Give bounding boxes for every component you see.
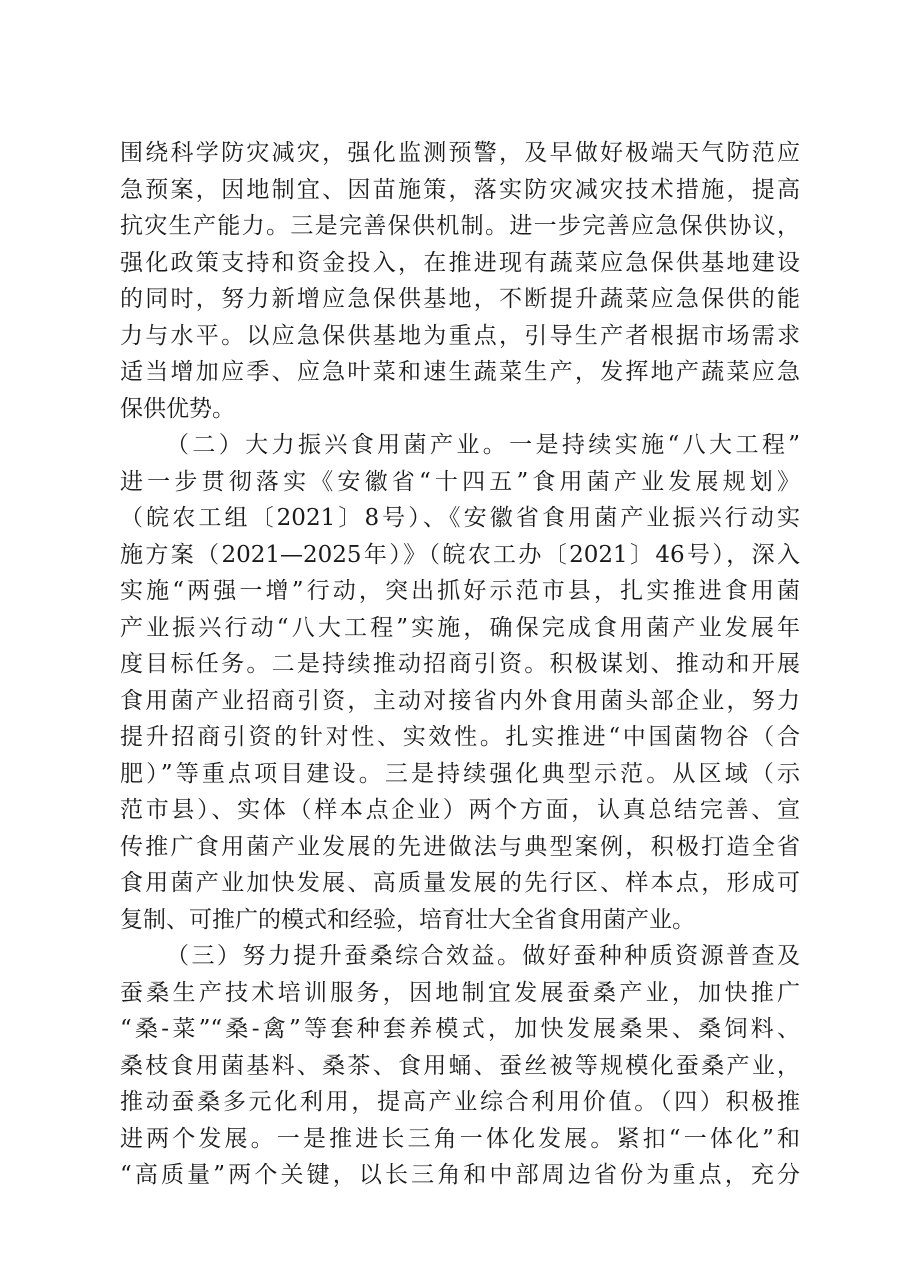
text-line: 食用菌产业招商引资，主动对接省内外食用菌头部企业，努力 [120,687,800,714]
paragraph-2 [120,427,800,938]
text-line: 产业振兴行动“八大工程”实施，确保完成食用菌产业发展年 [120,614,800,641]
text-line: “桑-菜”“桑-禽”等套种套养模式，加快发展桑果、桑饲料、 [120,1016,800,1042]
document-body [120,135,800,1194]
text-line: 抗灾生产能力。三是完善保供机制。进一步完善应急保供协议， [120,213,800,239]
text-line: 肥）”等重点项目建设。三是持续强化典型示范。从区域（示 [120,760,800,787]
text-line: （皖农工组〔2021〕8号）、《安徽省食用菌产业振兴行动实 [120,505,800,531]
text-line: 进一步贯彻落实《安徽省“十四五”食用菌产业发展规划》 [120,468,800,495]
text-line: 施方案（2021—2025年）》（皖农工办〔2021〕46号），深入 [120,541,800,568]
text-line: 强化政策支持和资金投入，在推进现有蔬菜应急保供基地建设 [120,249,800,276]
text-line: （三）努力提升蚕桑综合效益。做好蚕种种质资源普查及 [166,943,800,969]
text-line: 保供优势。 [120,395,235,422]
text-line: “高质量”两个关键，以长三角和中部周边省份为重点，充分 [120,1162,800,1188]
text-line: 桑枝食用菌基料、桑茶、食用蛹、蚕丝被等规模化蚕桑产业， [120,1052,800,1079]
paragraph-1 [120,135,800,427]
text-line: 力与水平。以应急保供基地为重点，引导生产者根据市场需求 [120,322,800,349]
text-line: 的同时，努力新增应急保供基地，不断提升蔬菜应急保供的能 [120,286,800,312]
text-line: 推动蚕桑多元化利用，提高产业综合利用价值。（四）积极推 [120,1089,800,1115]
text-line: 实施“两强一增”行动，突出抓好示范市县，扎实推进食用菌 [120,578,800,604]
text-line: 提升招商引资的针对性、实效性。扎实推进“中国菌物谷（合 [120,724,800,750]
text-line: 度目标任务。二是持续推动招商引资。积极谋划、推动和开展 [120,651,800,677]
text-line: 进两个发展。一是推进长三角一体化发展。紧扣“一体化”和 [120,1125,800,1152]
text-line: 蚕桑生产技术培训服务，因地制宜发展蚕桑产业，加快推广 [120,979,800,1006]
paragraph-3 [120,938,800,1194]
text-line: 食用菌产业加快发展、高质量发展的先行区、样本点，形成可 [120,870,800,896]
text-line: 范市县）、实体（样本点企业）两个方面，认真总结完善、宣 [120,797,800,823]
text-line: 围绕科学防灾减灾，强化监测预警，及早做好极端天气防范应 [120,140,800,166]
text-line: 传推广食用菌产业发展的先进做法与典型案例，积极打造全省 [120,833,800,860]
text-line: （二）大力振兴食用菌产业。一是持续实施“八大工程” [166,432,800,458]
text-line: 急预案，因地制宜、因苗施策，落实防灾减灾技术措施，提高 [120,176,800,203]
text-line: 复制、可推广的模式和经验，培育壮大全省食用菌产业。 [120,906,695,933]
text-line: 适当增加应季、应急叶菜和速生蔬菜生产，发挥地产蔬菜应急 [120,359,800,385]
